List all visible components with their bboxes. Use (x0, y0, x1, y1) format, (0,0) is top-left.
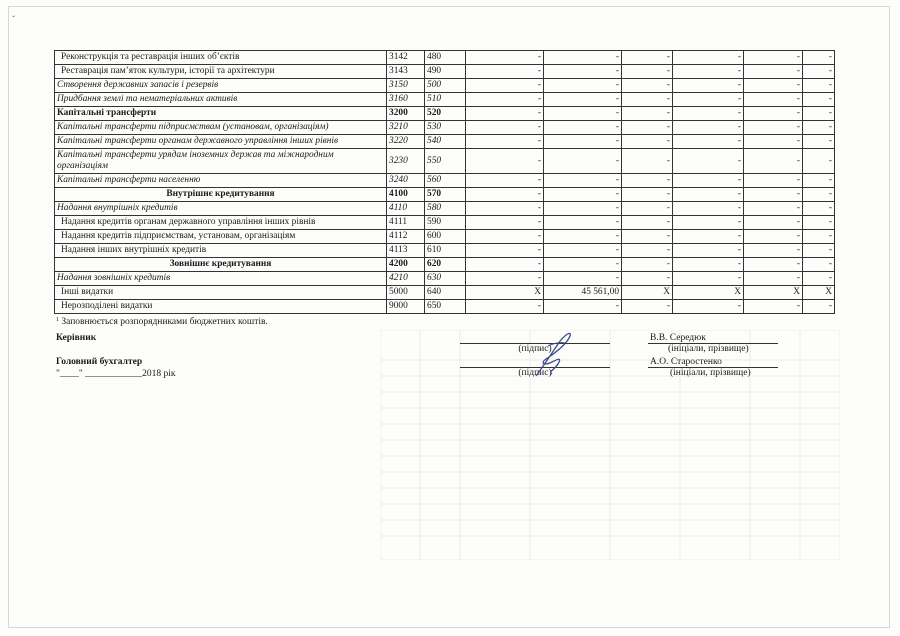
row-value-cell: - (544, 188, 622, 202)
row-value-cell: - (622, 202, 673, 216)
row-value-cell: - (466, 65, 544, 79)
row-value-cell: - (803, 272, 835, 286)
row-value-cell: - (803, 188, 835, 202)
row-value-cell: - (466, 121, 544, 135)
row-value-cell: - (673, 188, 744, 202)
row-value-cell: - (744, 216, 803, 230)
row-value-cell: - (803, 149, 835, 174)
footnote-marker: 1 (56, 317, 59, 323)
row-value-cell: - (466, 149, 544, 174)
row-value-cell: - (544, 107, 622, 121)
row-value-cell: - (466, 188, 544, 202)
row-value-cell: - (544, 174, 622, 188)
accountant-signature-caption: (підпис) (518, 368, 552, 378)
row-value-cell: - (803, 300, 835, 314)
row-value-cell: - (744, 135, 803, 149)
row-value-cell: - (622, 135, 673, 149)
date-quote-open: " (56, 369, 60, 379)
row-value-cell: - (744, 230, 803, 244)
row-value-cell: - (622, 93, 673, 107)
accountant-name-caption: (ініціали, прізвище) (670, 368, 751, 378)
row-value-cell: - (803, 202, 835, 216)
row-value-cell: - (803, 107, 835, 121)
row-value-cell: - (466, 216, 544, 230)
row-value-cell: - (744, 174, 803, 188)
row-value-cell: - (544, 79, 622, 93)
row-line-cell: 600 (425, 230, 466, 244)
row-value-cell: - (544, 121, 622, 135)
row-value-cell: - (673, 300, 744, 314)
row-value-cell: - (673, 174, 744, 188)
row-line-cell: 530 (425, 121, 466, 135)
table-row (55, 202, 835, 216)
row-code-cell: 3150 (387, 79, 425, 93)
row-value-cell: - (544, 230, 622, 244)
row-value-cell: - (466, 272, 544, 286)
row-name-cell: Капітальні трансферти органам державного управління інших рівнів (55, 135, 387, 149)
row-value-cell: - (744, 149, 803, 174)
row-value-cell: - (622, 258, 673, 272)
row-value-cell: - (673, 230, 744, 244)
corner-mark: ˇ (12, 14, 15, 24)
row-value-cell: - (803, 230, 835, 244)
row-name-cell: Нерозподілені видатки (55, 300, 387, 314)
table-row (55, 188, 835, 202)
row-code-cell: 3230 (387, 149, 425, 174)
row-line-cell: 520 (425, 107, 466, 121)
row-value-cell: - (544, 244, 622, 258)
row-name-cell: Внутрішнє кредитування (55, 188, 387, 202)
row-value-cell: - (466, 51, 544, 65)
row-line-cell: 620 (425, 258, 466, 272)
table-row (55, 51, 835, 65)
row-value-cell: - (803, 79, 835, 93)
row-line-cell: 650 (425, 300, 466, 314)
row-value-cell: - (744, 93, 803, 107)
row-value-cell: - (622, 121, 673, 135)
row-value-cell: - (544, 93, 622, 107)
row-value-cell: - (544, 149, 622, 174)
row-value-cell: - (622, 230, 673, 244)
date-year: 2018 рік (142, 369, 176, 379)
row-value-cell: - (673, 258, 744, 272)
row-name-cell: Реставрація пам’яток культури, історії та архітектури (55, 65, 387, 79)
row-code-cell: 3160 (387, 93, 425, 107)
row-value-cell: - (803, 174, 835, 188)
row-value-cell: - (803, 244, 835, 258)
row-value-cell: - (622, 149, 673, 174)
accountant-name: А.О. Старостенко (650, 357, 722, 367)
row-value-cell: - (466, 79, 544, 93)
row-value-cell: - (673, 244, 744, 258)
date-month-blank: ____________ (85, 369, 143, 379)
row-code-cell: 3142 (387, 51, 425, 65)
row-code-cell: 3240 (387, 174, 425, 188)
footnote-text: Заповнюється розпорядниками бюджетних коштів. (61, 317, 268, 327)
row-value-cell: - (622, 244, 673, 258)
row-line-cell: 590 (425, 216, 466, 230)
expenditure-table (54, 50, 835, 314)
row-value-cell: - (544, 135, 622, 149)
row-value-cell: - (622, 216, 673, 230)
row-code-cell: 3200 (387, 107, 425, 121)
row-value-cell: - (466, 174, 544, 188)
row-value-cell: - (803, 121, 835, 135)
row-name-cell: Капітальні трансферти (55, 107, 387, 121)
row-value-cell: - (673, 121, 744, 135)
row-code-cell: 4111 (387, 216, 425, 230)
date-line (56, 369, 176, 379)
row-value-cell: - (803, 216, 835, 230)
row-value-cell: - (466, 244, 544, 258)
row-value-cell: - (466, 202, 544, 216)
row-value-cell: - (544, 51, 622, 65)
table-body (55, 51, 835, 314)
row-value-cell: - (622, 65, 673, 79)
row-value-cell: - (744, 188, 803, 202)
row-name-cell: Інші видатки (55, 286, 387, 300)
reverse-side-bleed (380, 330, 840, 560)
row-value-cell: - (803, 93, 835, 107)
table-row (55, 174, 835, 188)
table-row (55, 216, 835, 230)
row-value-cell: - (673, 216, 744, 230)
row-value-cell: - (622, 300, 673, 314)
row-line-cell: 480 (425, 51, 466, 65)
row-name-cell: Надання зовнішніх кредитів (55, 272, 387, 286)
row-value-cell: - (622, 272, 673, 286)
row-name-cell: Надання кредитів органам державного управління інших рівнів (55, 216, 387, 230)
row-value-cell: - (544, 258, 622, 272)
date-quote-close: " (78, 369, 83, 379)
row-code-cell: 3220 (387, 135, 425, 149)
row-code-cell: 9000 (387, 300, 425, 314)
row-line-cell: 580 (425, 202, 466, 216)
row-value-cell: - (803, 65, 835, 79)
row-value-cell: - (544, 202, 622, 216)
row-value-cell: - (466, 135, 544, 149)
row-value-cell: - (673, 107, 744, 121)
row-value-cell: X (803, 286, 835, 300)
row-code-cell: 4112 (387, 230, 425, 244)
row-value-cell: - (622, 174, 673, 188)
head-role-label: Керівник (56, 333, 97, 343)
row-value-cell: - (466, 107, 544, 121)
row-line-cell: 510 (425, 93, 466, 107)
table-row (55, 244, 835, 258)
row-code-cell: 3143 (387, 65, 425, 79)
row-name-cell: Капітальні трансферти урядам іноземних держав та міжнародним організаціям (55, 149, 387, 174)
row-name-cell: Реконструкція та реставрація інших об’єктів (55, 51, 387, 65)
row-value-cell: X (744, 286, 803, 300)
row-value-cell: - (803, 258, 835, 272)
table-row (55, 135, 835, 149)
row-value-cell: - (673, 51, 744, 65)
row-value-cell: - (622, 107, 673, 121)
row-line-cell: 490 (425, 65, 466, 79)
row-value-cell: - (544, 300, 622, 314)
table-row (55, 93, 835, 107)
table-row (55, 107, 835, 121)
row-value-cell: - (744, 202, 803, 216)
row-value-cell: - (744, 51, 803, 65)
row-name-cell: Надання кредитів підприємствам, установам, організаціям (55, 230, 387, 244)
row-value-cell: - (622, 188, 673, 202)
row-value-cell: X (466, 286, 544, 300)
row-line-cell: 630 (425, 272, 466, 286)
row-value-cell: - (673, 135, 744, 149)
row-code-cell: 5000 (387, 286, 425, 300)
row-code-cell: 3210 (387, 121, 425, 135)
row-code-cell: 4200 (387, 258, 425, 272)
table-row (55, 121, 835, 135)
row-code-cell: 4110 (387, 202, 425, 216)
row-value-cell: - (744, 79, 803, 93)
row-value-cell: - (803, 51, 835, 65)
row-value-cell: X (622, 286, 673, 300)
row-value-cell: - (673, 202, 744, 216)
row-value-cell: - (466, 300, 544, 314)
row-name-cell: Створення державних запасів і резервів (55, 79, 387, 93)
table-row (55, 272, 835, 286)
row-value-cell: - (466, 230, 544, 244)
table-row (55, 286, 835, 300)
head-name-caption: (ініціали, прізвище) (668, 344, 749, 354)
row-line-cell: 570 (425, 188, 466, 202)
row-code-cell: 4113 (387, 244, 425, 258)
date-day-blank: ____ (59, 369, 79, 379)
footnote (56, 317, 268, 327)
head-signature-caption: (підпис) (518, 344, 552, 354)
head-name: В.В. Середюк (650, 333, 706, 343)
table-row (55, 79, 835, 93)
row-line-cell: 640 (425, 286, 466, 300)
row-value-cell: - (744, 272, 803, 286)
row-value-cell: - (673, 79, 744, 93)
row-value-cell: - (744, 300, 803, 314)
table-row (55, 149, 835, 174)
row-name-cell: Капітальні трансферти населенню (55, 174, 387, 188)
row-value-cell: 45 561,00 (544, 286, 622, 300)
row-code-cell: 4100 (387, 188, 425, 202)
row-value-cell: - (673, 93, 744, 107)
table-row (55, 300, 835, 314)
row-value-cell: - (744, 258, 803, 272)
table-row (55, 230, 835, 244)
row-value-cell: - (744, 244, 803, 258)
row-name-cell: Придбання землі та нематеріальних активів (55, 93, 387, 107)
accountant-role-label: Головний бухгалтер (56, 357, 143, 367)
row-name-cell: Надання внутрішніх кредитів (55, 202, 387, 216)
row-value-cell: X (673, 286, 744, 300)
row-value-cell: - (544, 65, 622, 79)
row-line-cell: 610 (425, 244, 466, 258)
row-code-cell: 4210 (387, 272, 425, 286)
row-value-cell: - (744, 65, 803, 79)
row-value-cell: - (466, 93, 544, 107)
row-value-cell: - (466, 258, 544, 272)
row-value-cell: - (673, 149, 744, 174)
row-name-cell: Зовнішнє кредитування (55, 258, 387, 272)
row-line-cell: 540 (425, 135, 466, 149)
row-value-cell: - (744, 121, 803, 135)
row-value-cell: - (673, 272, 744, 286)
row-value-cell: - (673, 65, 744, 79)
row-line-cell: 500 (425, 79, 466, 93)
table-row (55, 258, 835, 272)
row-value-cell: - (544, 216, 622, 230)
row-value-cell: - (803, 135, 835, 149)
row-name-cell: Надання інших внутрішніх кредитів (55, 244, 387, 258)
row-line-cell: 550 (425, 149, 466, 174)
row-name-cell: Капітальні трансферти підприємствам (установам, організаціям) (55, 121, 387, 135)
table-row (55, 65, 835, 79)
row-value-cell: - (622, 79, 673, 93)
row-line-cell: 560 (425, 174, 466, 188)
row-value-cell: - (544, 272, 622, 286)
row-value-cell: - (622, 51, 673, 65)
row-value-cell: - (744, 107, 803, 121)
